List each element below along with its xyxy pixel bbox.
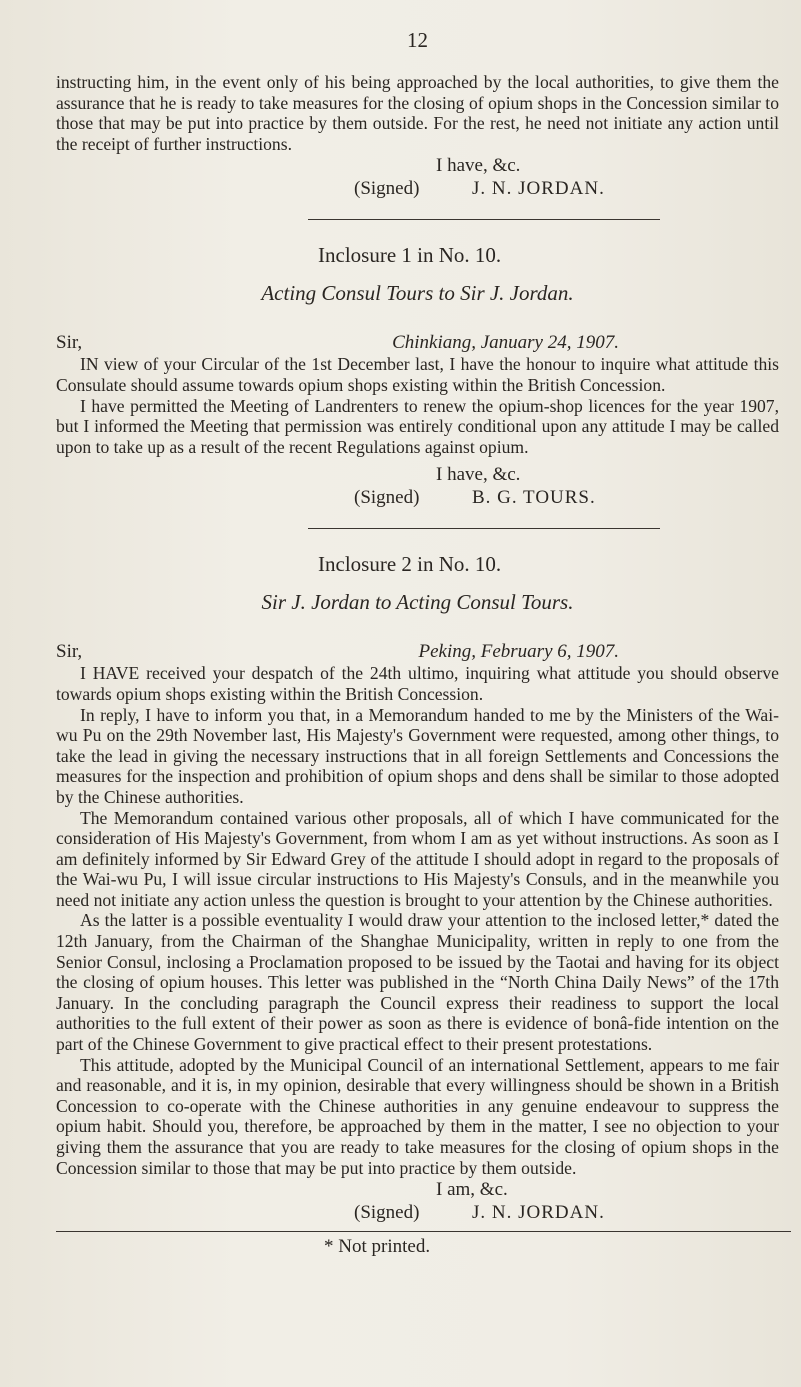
letter-paragraph: IN view of your Circular of the 1st December last, I have the honour to inquire what attitude this Consulate should assume towards opium shops existing within the British Concession.	[56, 354, 779, 395]
salutation: Sir,	[56, 641, 83, 663]
inclosure-subtitle: Acting Consul Tours to Sir J. Jordan.	[261, 281, 574, 306]
closing-formula: I am, &c.	[436, 1179, 508, 1201]
continuation-paragraph: instructing him, in the event only of his being approached by the local authorities, to give them the assurance that he is ready to take measures for the closing of opium shops in the Concession similar to those that may be put into practice by them outside. For the rest, he need not initiate any action until the receipt of further instructions.	[56, 72, 779, 154]
salutation-row	[56, 641, 779, 663]
place-date: Peking, February 6, 1907.	[418, 641, 619, 663]
inclosure-title: Inclosure 1 in No. 10.	[318, 243, 502, 268]
inclosure-subtitle: Sir J. Jordan to Acting Consul Tours.	[261, 590, 574, 615]
closing-formula: I have, &c.	[436, 155, 521, 177]
letter-paragraph: The Memorandum contained various other proposals, all of which I have communicated for the consideration of His Majesty's Government, from whom I am as yet without instructions. As soon as I am definitely informed by Sir Edward Grey of the attitude I should adopt in regard to the proposals of the Wai-wu Pu, I will issue circular instructions to His Majesty's Consuls, and in the meanwhile you need not initiate any action unless the question is brought to your attention by the Chinese authorities.	[56, 807, 779, 910]
inclosure-title: Inclosure 2 in No. 10.	[318, 552, 502, 577]
letter-paragraph: This attitude, adopted by the Municipal Council of an international Settlement, appears to me fair and reasonable, and it is, in my opinion, desirable that every willingness should be shown in a British Concession to co-operate with the Chinese authorities in any genuine endeavour to suppress the opium habit. Should you, therefore, be approached by them in the matter, I see no objection to your giving them the assurance that you are ready to take measures for the closing of opium shops in the Concession similar to those that may be put into practice by them outside.	[56, 1054, 779, 1178]
footnote-divider	[56, 1231, 791, 1232]
signed-label: (Signed)	[354, 178, 420, 200]
letter-paragraph: As the latter is a possible eventuality I would draw your attention to the inclosed letter,* dated the 12th January, from the Chairman of the Shanghae Municipality, written in reply to one from the Senior Consul, inclosing a Proclamation proposed to be issued by the Taotai and having for its object the closing of opium houses. This letter was published in the “North China Daily News” of the 17th January. In the concluding paragraph the Council express their readiness to support the local authorities to the full extent of their power as soon as there is evidence of bonâ-fide intention on the part of the Chinese Government to give practical effect to their present protestations.	[56, 910, 779, 1055]
inclosure-1	[56, 242, 779, 510]
signed-label: (Signed)	[354, 487, 420, 509]
salutation-row	[56, 332, 779, 354]
signer-name: B. G. TOURS.	[472, 487, 596, 509]
section-divider	[308, 219, 660, 220]
page-number: 12	[407, 28, 428, 52]
signature-block	[354, 486, 779, 510]
letter-paragraph: In reply, I have to inform you that, in a Memorandum handed to me by the Ministers of the Wai-wu Pu on the 29th November last, His Majesty's Government were requested, among other things, to take the lead in giving the necessary instructions that in all foreign Settlements and Concessions the measures for the inspection and prohibition of opium shops and dens shall be similar to those adopted by the Chinese authorities.	[56, 704, 779, 807]
continuation-section	[56, 72, 779, 201]
closing-formula: I have, &c.	[436, 464, 521, 486]
section-divider	[308, 528, 660, 529]
letter-paragraph: I have permitted the Meeting of Landrenters to renew the opium-shop licences for the year 1907, but I informed the Meeting that permission was entirely conditional upon any attitude I may be called upon to take up as a result of the recent Regulations against opium.	[56, 395, 779, 457]
salutation: Sir,	[56, 332, 83, 354]
inclosure-2	[56, 551, 779, 1225]
signature-block	[354, 1201, 779, 1225]
place-date: Chinkiang, January 24, 1907.	[392, 332, 619, 354]
signature-block	[354, 177, 779, 201]
footnote: * Not printed.	[324, 1236, 431, 1258]
signer-name: J. N. JORDAN.	[472, 178, 605, 200]
signed-label: (Signed)	[354, 1202, 420, 1224]
signer-name: J. N. JORDAN.	[472, 1202, 605, 1224]
letter-paragraph: I HAVE received your despatch of the 24th ultimo, inquiring what attitude you should observe towards opium shops existing within the British Concession.	[56, 663, 779, 704]
